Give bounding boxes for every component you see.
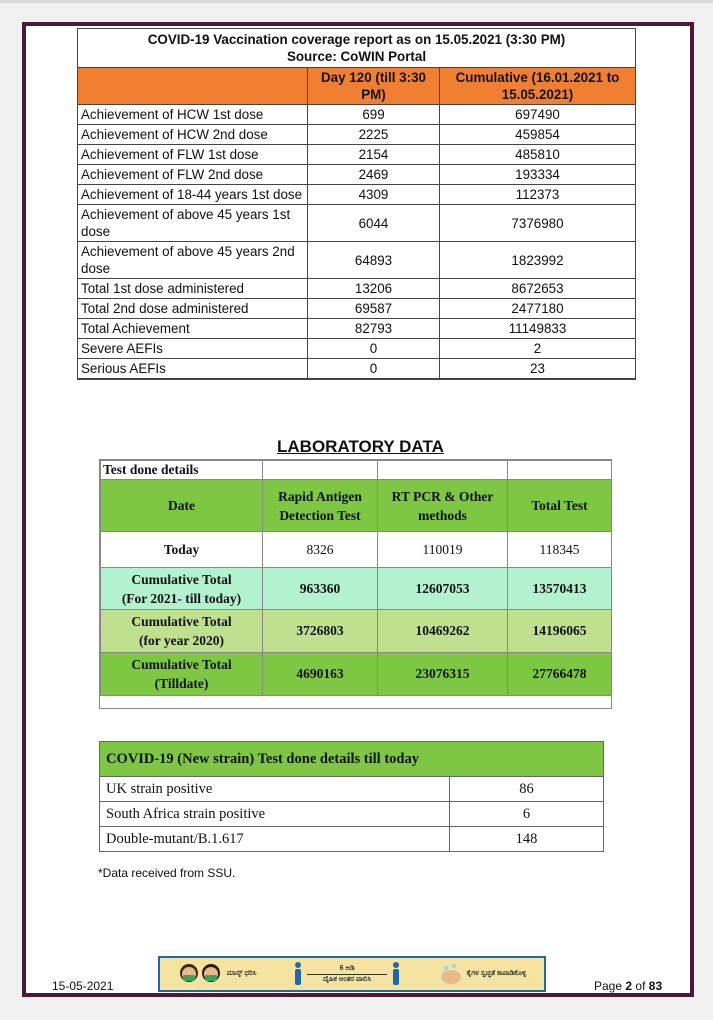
lab-table — [100, 460, 612, 696]
strain-row — [100, 802, 604, 827]
vaccination-row — [78, 242, 636, 279]
vaccination-row-label: Total Achievement — [78, 319, 308, 339]
lab-row-label — [101, 653, 263, 696]
lab-cell-rat: 8326 — [263, 532, 378, 568]
vaccination-row — [78, 279, 636, 299]
vaccination-row — [78, 105, 636, 125]
vaccination-row-label: Achievement of FLW 2nd dose — [78, 165, 308, 185]
strain-table — [99, 741, 604, 852]
lab-cell-rtpcr: 23076315 — [378, 653, 508, 696]
page-of: of — [635, 979, 646, 993]
vaccination-row-label: Achievement of 18-44 years 1st dose — [78, 185, 308, 205]
vaccination-row — [78, 359, 636, 380]
vaccination-row-day: 2469 — [308, 165, 440, 185]
lab-cell-rtpcr: 12607053 — [378, 568, 508, 610]
strain-row — [100, 777, 604, 802]
vaccination-row-cumulative: 23 — [440, 359, 636, 380]
banner-handwash-text: ಕೈಗಳ ಸ್ವಚ್ಛತೆ ಕಾಪಾಡಿಕೊಳ್ಳಿ — [466, 970, 527, 977]
lab-row-label-line2: (Tilldate) — [154, 676, 209, 691]
footer-page-number — [594, 979, 662, 993]
strain-title: COVID-19 (New strain) Test done details till today — [100, 742, 604, 777]
lab-cell-rat: 963360 — [263, 568, 378, 610]
masked-faces-icon — [178, 962, 224, 986]
strain-value: 86 — [450, 777, 604, 802]
person-icon — [390, 961, 402, 987]
header-day: Day 120 (till 3:30 PM) — [308, 68, 440, 105]
banner-handwash-segment — [438, 962, 527, 986]
lab-header-row — [101, 480, 612, 532]
strain-header-row — [100, 742, 604, 777]
lab-header-total: Total Test — [508, 480, 612, 532]
distance-arrow-icon — [307, 974, 387, 975]
lab-cell-rtpcr: 10469262 — [378, 610, 508, 653]
lab-caption: Test done details — [101, 461, 263, 480]
vaccination-row — [78, 319, 636, 339]
vaccination-row-cumulative: 112373 — [440, 185, 636, 205]
lab-cell-rat: 3726803 — [263, 610, 378, 653]
lab-row-label-line1: Cumulative Total — [131, 571, 232, 587]
vaccination-row-day: 82793 — [308, 319, 440, 339]
vaccination-row-day: 2225 — [308, 125, 440, 145]
vaccination-row-label: Achievement of above 45 years 1st dose — [78, 205, 308, 242]
vaccination-title-row — [78, 29, 636, 68]
vaccination-row-day: 699 — [308, 105, 440, 125]
lab-cell-total: 13570413 — [508, 568, 612, 610]
vaccination-row — [78, 299, 636, 319]
strain-label: South Africa strain positive — [100, 802, 450, 827]
vaccination-row — [78, 165, 636, 185]
banner-distance-caption: ದೈಹಿಕ ಅಂತರ ಪಾಲಿಸಿ — [323, 975, 372, 983]
vaccination-row — [78, 205, 636, 242]
page-prefix: Page — [594, 979, 623, 993]
lab-header-rat: Rapid Antigen Detection Test — [263, 480, 378, 532]
vaccination-row-cumulative: 2 — [440, 339, 636, 359]
vaccination-row-label: Total 1st dose administered — [78, 279, 308, 299]
footer-date: 15-05-2021 — [52, 979, 114, 993]
page-current: 2 — [625, 979, 633, 993]
lab-cell-total: 14196065 — [508, 610, 612, 653]
vaccination-row — [78, 145, 636, 165]
vaccination-row — [78, 185, 636, 205]
banner-distance-label: 6 ಅಡಿ — [339, 964, 355, 972]
lab-row-label — [101, 610, 263, 653]
vaccination-title-line1: COVID-19 Vaccination coverage report as on 15.05.2021 (3:30 PM) — [147, 32, 566, 47]
handwash-icon — [438, 962, 464, 986]
lab-row-today — [101, 532, 612, 568]
lab-caption-empty — [378, 461, 508, 480]
vaccination-row-day: 0 — [308, 359, 440, 380]
lab-cell-total: 118345 — [508, 532, 612, 568]
vaccination-title — [78, 29, 636, 68]
vaccination-row-cumulative: 11149833 — [440, 319, 636, 339]
vaccination-row-day: 2154 — [308, 145, 440, 165]
vaccination-row-cumulative: 697490 — [440, 105, 636, 125]
vaccination-source: Source: CoWIN Portal — [286, 49, 427, 64]
top-rule — [0, 0, 713, 3]
banner-mask-segment — [178, 962, 257, 986]
person-icon — [292, 961, 304, 987]
lab-header-date: Date — [101, 480, 263, 532]
lab-caption-empty — [263, 461, 378, 480]
banner-distance-segment — [292, 961, 402, 987]
strain-value: 6 — [450, 802, 604, 827]
vaccination-row-cumulative: 2477180 — [440, 299, 636, 319]
vaccination-table — [77, 28, 636, 380]
vaccination-row-cumulative: 193334 — [440, 165, 636, 185]
vaccination-row-label: Total 2nd dose administered — [78, 299, 308, 319]
vaccination-row — [78, 339, 636, 359]
vaccination-row-day: 0 — [308, 339, 440, 359]
header-cumulative: Cumulative (16.01.2021 to 15.05.2021) — [440, 68, 636, 105]
vaccination-row-day: 4309 — [308, 185, 440, 205]
strain-value: 148 — [450, 827, 604, 852]
footnote: *Data received from SSU. — [98, 866, 236, 880]
strain-row — [100, 827, 604, 852]
lab-cell-total: 27766478 — [508, 653, 612, 696]
page-total: 83 — [648, 979, 663, 993]
vaccination-row-day: 69587 — [308, 299, 440, 319]
lab-row-label: Today — [101, 532, 263, 568]
lab-row-cum-2020 — [101, 610, 612, 653]
vaccination-header-row — [78, 68, 636, 105]
vaccination-row-label: Achievement of HCW 2nd dose — [78, 125, 308, 145]
lab-row-label-line1: Cumulative Total — [131, 657, 232, 672]
vaccination-row-label: Achievement of FLW 1st dose — [78, 145, 308, 165]
banner-mask-text: ಮಾಸ್ಕ್ ಧರಿಸಿ — [226, 970, 257, 977]
vaccination-row-cumulative: 8672653 — [440, 279, 636, 299]
lab-row-label-line2: (for year 2020) — [139, 633, 224, 648]
vaccination-row-label: Severe AEFIs — [78, 339, 308, 359]
vaccination-row-cumulative: 485810 — [440, 145, 636, 165]
lab-row-cum-all — [101, 653, 612, 696]
lab-table-frame — [99, 459, 612, 709]
lab-cell-rtpcr: 110019 — [378, 532, 508, 568]
lab-row-label-line1: Cumulative Total — [131, 614, 232, 629]
vaccination-row-label: Achievement of above 45 years 2nd dose — [78, 242, 308, 279]
banner-distance-text — [307, 965, 387, 984]
vaccination-row-day: 64893 — [308, 242, 440, 279]
vaccination-row-label: Achievement of HCW 1st dose — [78, 105, 308, 125]
vaccination-row — [78, 125, 636, 145]
lab-cell-rat: 4690163 — [263, 653, 378, 696]
lab-row-cum-2021 — [101, 568, 612, 610]
lab-caption-row — [101, 461, 612, 480]
strain-label: UK strain positive — [100, 777, 450, 802]
lab-title: LABORATORY DATA — [277, 437, 444, 456]
lab-header-rtpcr: RT PCR & Other methods — [378, 480, 508, 532]
lab-caption-empty — [508, 461, 612, 480]
lab-row-label-line2: (For 2021- till today) — [121, 590, 242, 606]
strain-label: Double-mutant/B.1.617 — [100, 827, 450, 852]
lab-row-label — [101, 568, 263, 610]
vaccination-row-day: 13206 — [308, 279, 440, 299]
header-blank — [78, 68, 308, 105]
awareness-banner — [158, 956, 546, 992]
vaccination-row-label: Serious AEFIs — [78, 359, 308, 380]
vaccination-row-cumulative: 7376980 — [440, 205, 636, 242]
vaccination-row-day: 6044 — [308, 205, 440, 242]
vaccination-row-cumulative: 459854 — [440, 125, 636, 145]
vaccination-row-cumulative: 1823992 — [440, 242, 636, 279]
